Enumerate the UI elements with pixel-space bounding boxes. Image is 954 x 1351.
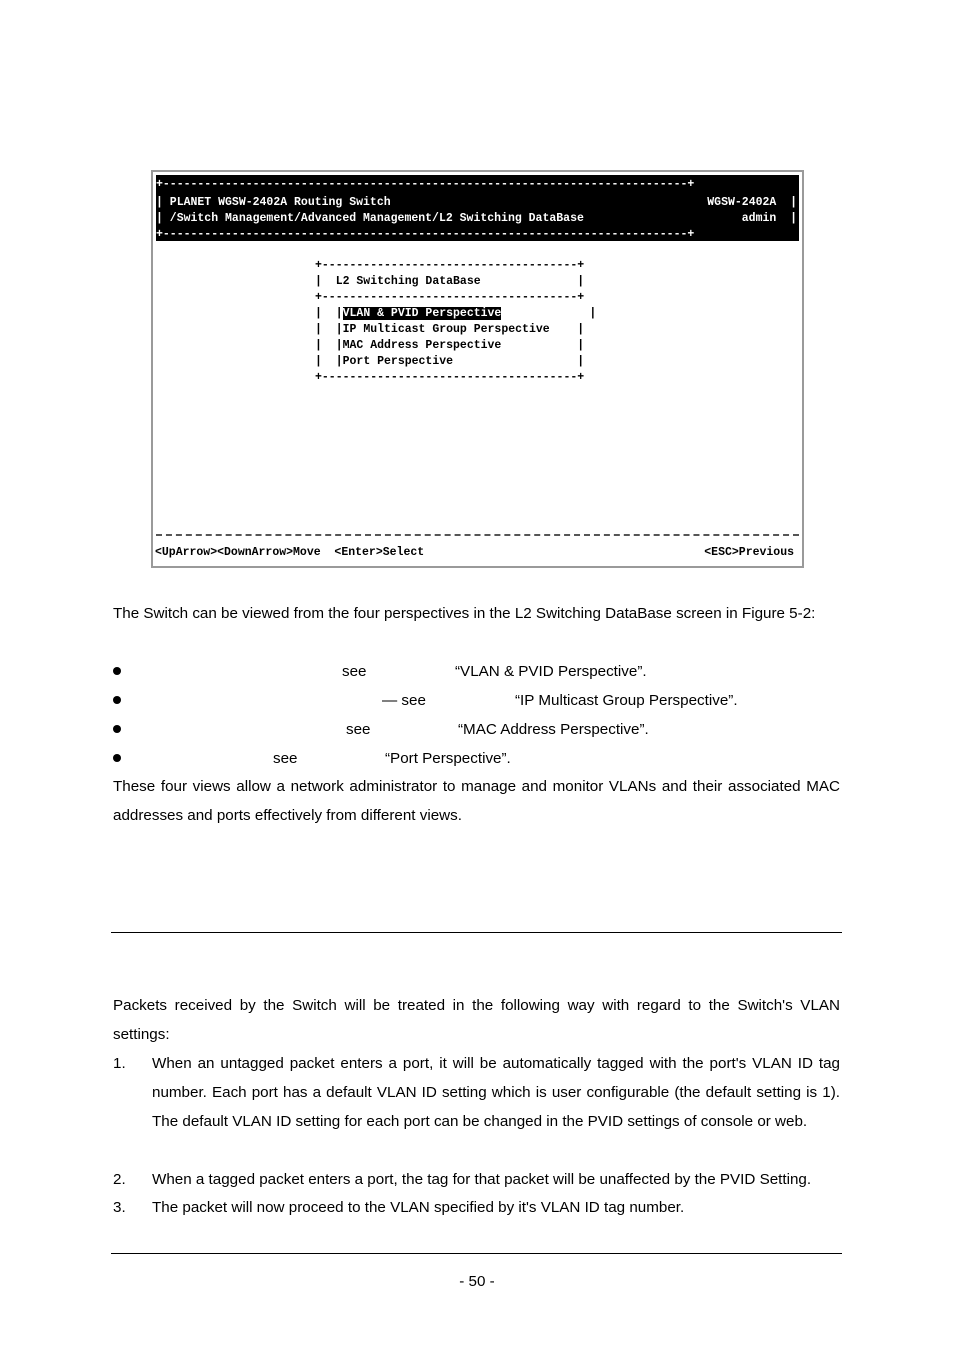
header-title: | PLANET WGSW-2402A Routing Switch: [156, 196, 391, 209]
step-text: When a tagged packet enters a port, the tag for that packet will be unaffected by the PVID Setting.: [152, 1171, 812, 1188]
step-number: 2.: [113, 1171, 126, 1188]
footer-keys: <UpArrow><DownArrow>Move <Enter>Select: [155, 546, 425, 559]
bullet-see: — see: [382, 692, 426, 709]
step-number: 3.: [113, 1199, 126, 1216]
footer-separator: [156, 534, 799, 536]
menu-item-label-selected: VLAN & PVID Perspective: [342, 307, 502, 320]
terminal-screenshot: [151, 170, 804, 568]
header-path: | /Switch Management/Advanced Management/L2 Switching DataBase: [156, 212, 584, 225]
header-border-top: +----------------------------------------------------------------------------+: [156, 178, 695, 191]
menu-item-label: MAC Address Perspective: [342, 339, 502, 352]
header-border-bottom: +----------------------------------------------------------------------------+: [156, 228, 695, 241]
menu-item-mac-address[interactable]: | |MAC Address Perspective |: [315, 339, 585, 352]
terminal-header: [156, 175, 799, 241]
step-number: 1.: [113, 1055, 126, 1072]
bullet-dot: [113, 667, 121, 675]
section-divider: [111, 932, 842, 933]
bullet-see: see: [273, 750, 298, 767]
menu-border-top: +-------------------------------------+: [315, 259, 585, 272]
summary-paragraph: These four views allow a network administrator to manage and monitor VLANs and their associated MAC addresses and ports effectively from different views.: [113, 778, 840, 824]
bullet-dot: [113, 725, 121, 733]
header-model: WGSW-2402A |: [707, 196, 797, 209]
step-text: The packet will now proceed to the VLAN specified by it's VLAN ID tag number.: [152, 1199, 685, 1216]
menu-item-ip-multicast[interactable]: | |IP Multicast Group Perspective |: [315, 323, 585, 336]
packets-intro-paragraph: Packets received by the Switch will be treated in the following way with regard to the Switch's VLAN settings:: [113, 997, 840, 1043]
menu-border-bottom: +-------------------------------------+: [315, 371, 585, 384]
bullet-dot: [113, 696, 121, 704]
header-user: admin |: [741, 212, 797, 225]
bullet-reference: “VLAN & PVID Perspective”.: [455, 663, 647, 680]
menu-item-label: Port Perspective: [342, 355, 454, 368]
page-number: - 50 -: [459, 1273, 495, 1290]
menu-item-port[interactable]: | |Port Perspective |: [315, 355, 585, 368]
bullet-see: see: [346, 721, 371, 738]
intro-paragraph: The Switch can be viewed from the four perspectives in the L2 Switching DataBase screen in Figure 5-2:: [113, 605, 816, 622]
bullet-reference: “Port Perspective”.: [385, 750, 511, 767]
step-text: When an untagged packet enters a port, it will be automatically tagged with the port's VLAN ID tag number. Each port has a default VLAN ID setting which is user configurable (the default setting is 1). The default VLAN ID setting for each port can be changed in the PVID settings of console or web.: [152, 1055, 840, 1130]
bullet-reference: “IP Multicast Group Perspective”.: [515, 692, 738, 709]
menu-item-vlan-pvid[interactable]: | |VLAN & PVID Perspective |: [315, 307, 597, 320]
bullet-dot: [113, 754, 121, 762]
footer-divider: [111, 1253, 842, 1254]
footer-escape: <ESC>Previous: [704, 546, 794, 559]
bullet-see: see: [342, 663, 367, 680]
menu-border-mid: +-------------------------------------+: [315, 291, 585, 304]
menu-title: | L2 Switching DataBase |: [315, 275, 585, 288]
bullet-reference: “MAC Address Perspective”.: [458, 721, 649, 738]
menu-item-label: IP Multicast Group Perspective: [342, 323, 550, 336]
